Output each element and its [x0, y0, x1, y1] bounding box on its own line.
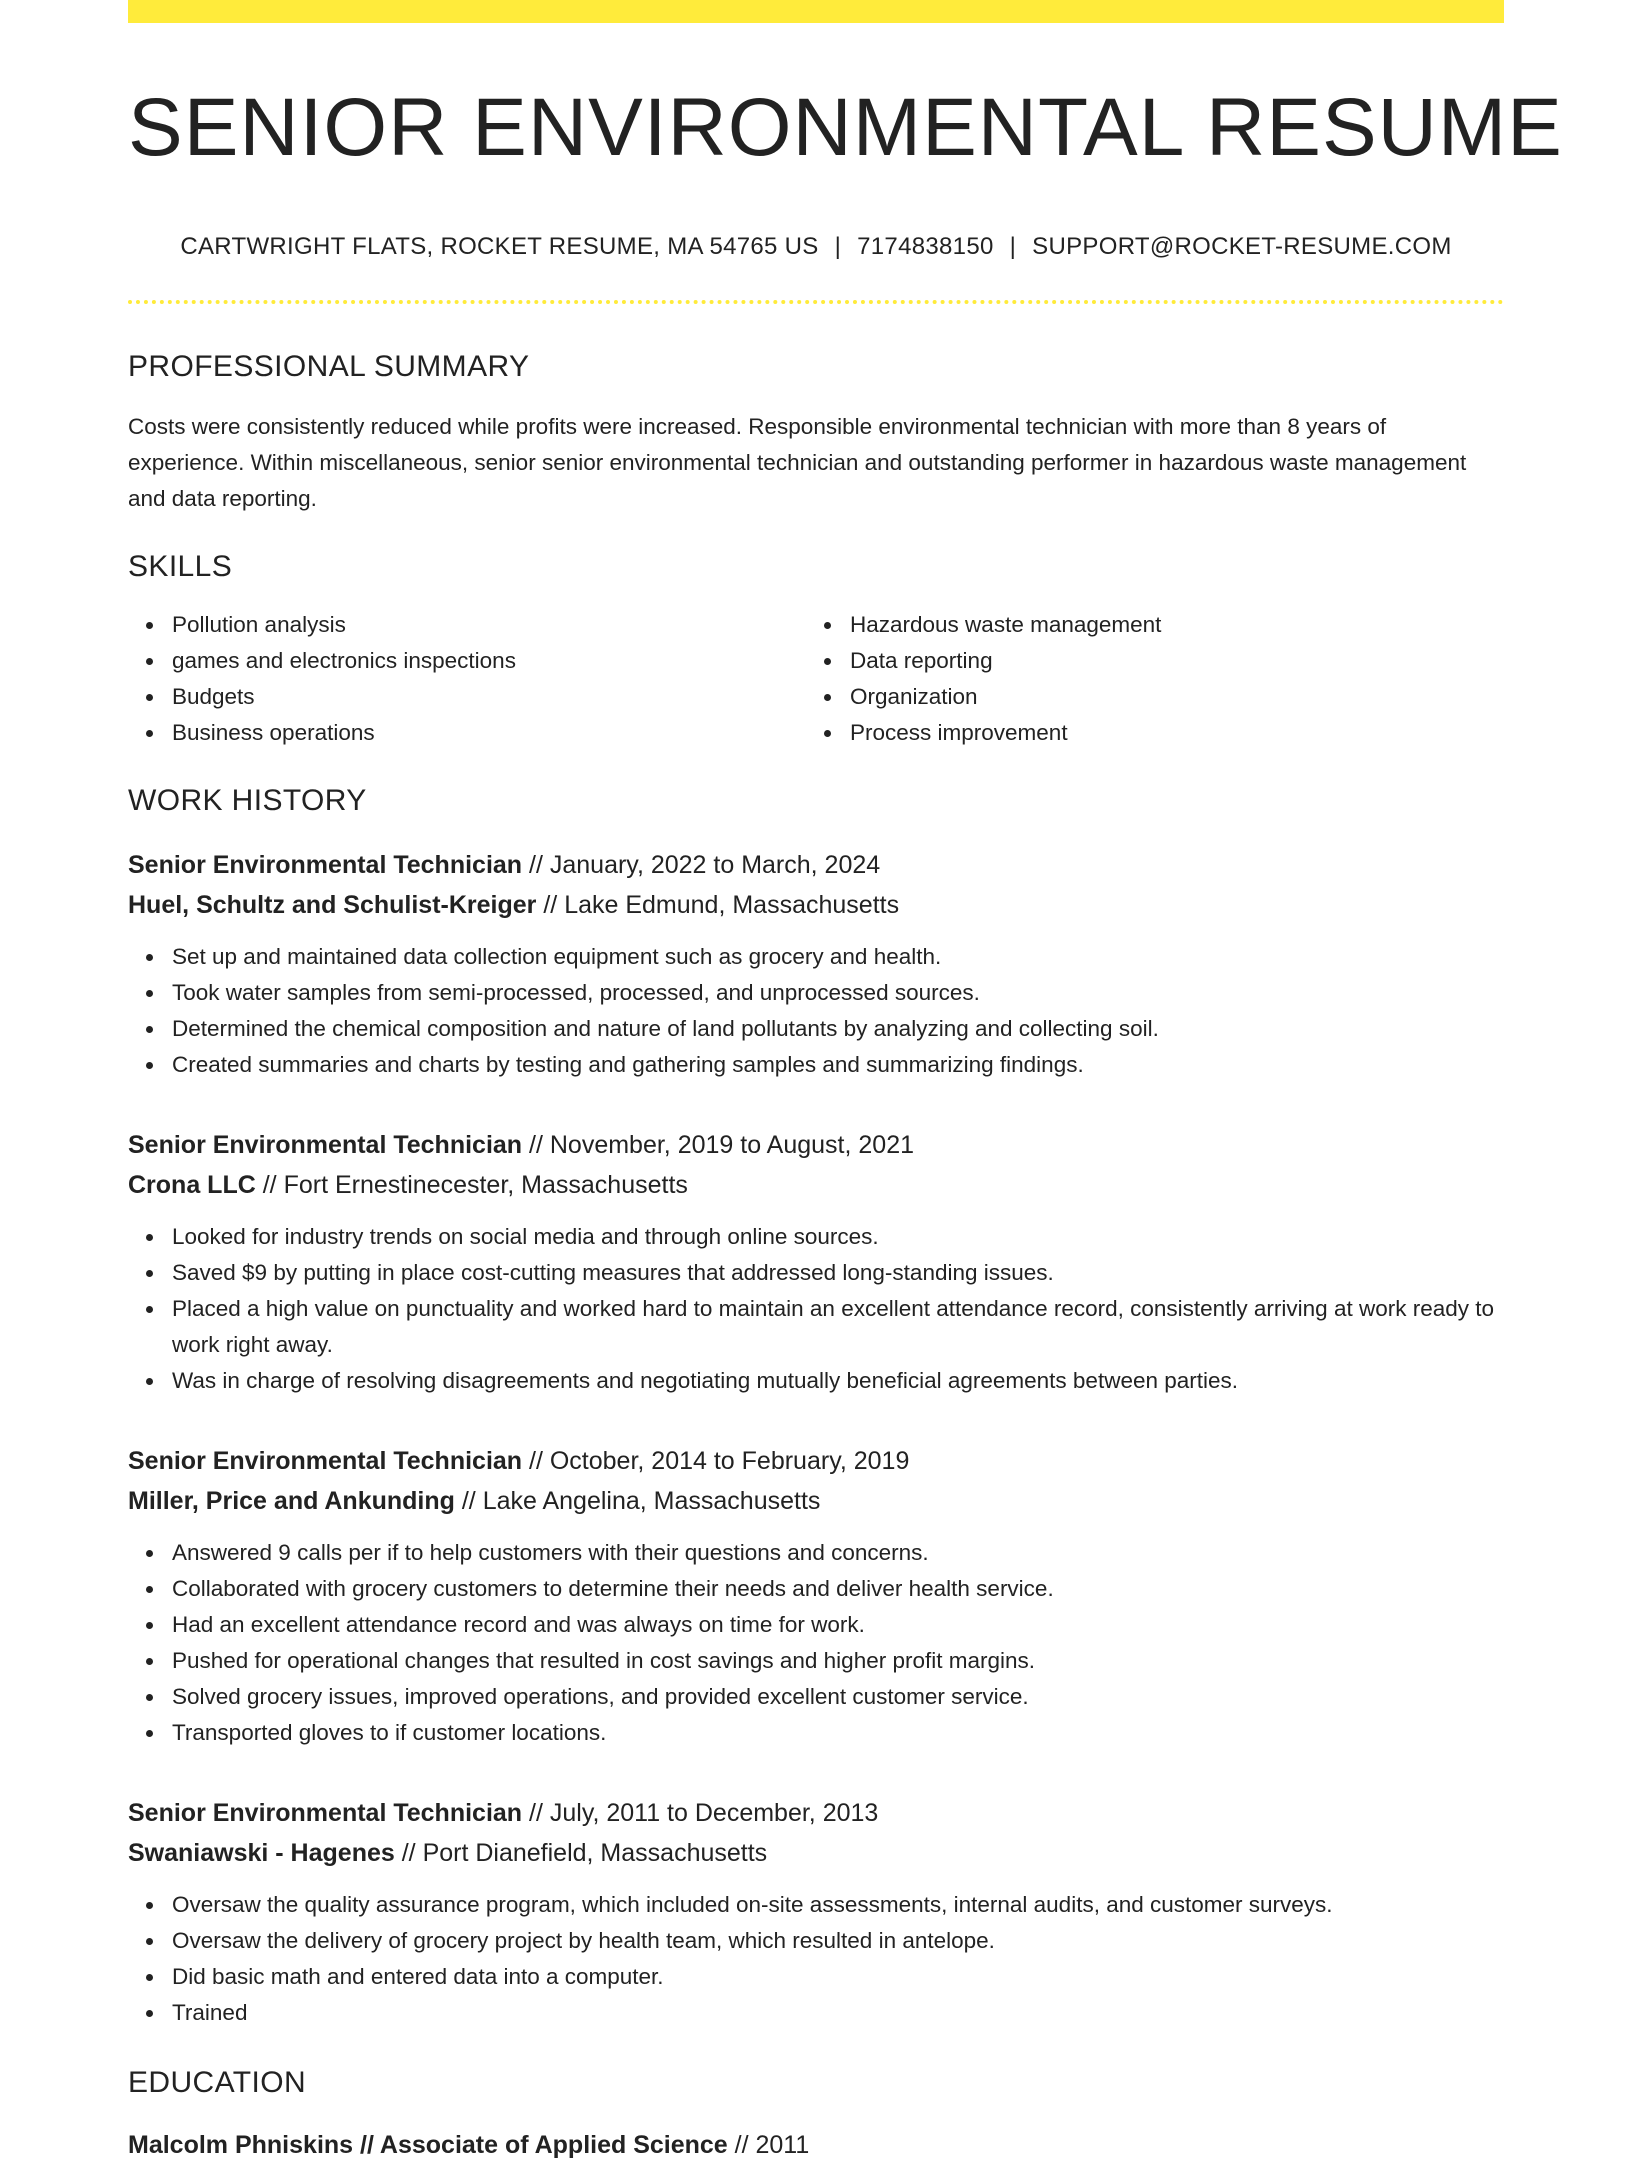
skill-item: Hazardous waste management: [850, 607, 1484, 643]
job-dates: // January, 2022 to March, 2024: [522, 851, 881, 880]
page-title: SENIOR ENVIRONMENTAL RESUME: [128, 82, 1563, 173]
duty-item: Had an excellent attendance record and was always on time for work.: [172, 1607, 1504, 1643]
duty-item: Oversaw the delivery of grocery project by health team, which resulted in antelope.: [172, 1923, 1504, 1959]
job-location: // Lake Angelina, Massachusetts: [454, 1487, 821, 1516]
job-entry: [128, 1793, 1504, 2031]
duty-item: Solved grocery issues, improved operations, and provided excellent customer service.: [172, 1679, 1504, 1715]
skill-item: Business operations: [172, 715, 806, 751]
job-company-line: [128, 1833, 1504, 1873]
duty-item: Determined the chemical composition and nature of land pollutants by analyzing and collecting soil.: [172, 1011, 1504, 1047]
job-title: Senior Environmental Technician: [128, 1131, 523, 1160]
skill-item: games and electronics inspections: [172, 643, 806, 679]
summary-heading: PROFESSIONAL SUMMARY: [128, 350, 530, 384]
contact-email: SUPPORT@ROCKET-RESUME.COM: [1032, 233, 1452, 261]
job-location: // Fort Ernestinecester, Massachusetts: [255, 1171, 688, 1200]
work-history-heading: WORK HISTORY: [128, 784, 367, 818]
job-location: // Port Dianefield, Massachusetts: [394, 1839, 768, 1868]
duty-item: Answered 9 calls per if to help customers with their questions and concerns.: [172, 1535, 1504, 1571]
job-dates: // July, 2011 to December, 2013: [522, 1799, 879, 1828]
skills-grid: [128, 607, 1504, 751]
skills-heading: SKILLS: [128, 550, 233, 584]
skill-item: Organization: [850, 679, 1484, 715]
duty-item: Set up and maintained data collection equipment such as grocery and health.: [172, 939, 1504, 975]
job-dates: // November, 2019 to August, 2021: [522, 1131, 915, 1160]
job-entry: [128, 845, 1504, 1083]
job-company-line: [128, 1165, 1504, 1205]
skill-item: Pollution analysis: [172, 607, 806, 643]
skill-item: Process improvement: [850, 715, 1484, 751]
job-title-line: [128, 1441, 1504, 1481]
duty-item: Saved $9 by putting in place cost-cutting measures that addressed long-standing issues.: [172, 1255, 1504, 1291]
skills-list-right: [806, 607, 1484, 751]
summary-text: Costs were consistently reduced while profits were increased. Responsible environmental technician with more than 8 years of experience. Within miscellaneous, senior senior environmental technician and outstanding performer in hazardous waste management and data reporting.: [128, 414, 1467, 512]
duty-item: Did basic math and entered data into a computer.: [172, 1959, 1504, 1995]
education-entry: [128, 2125, 1504, 2165]
contact-separator: |: [1009, 233, 1017, 261]
duty-item: Pushed for operational changes that resulted in cost savings and higher profit margins.: [172, 1643, 1504, 1679]
job-entry: [128, 1441, 1504, 1751]
job-company: Miller, Price and Ankunding: [128, 1487, 455, 1516]
job-duties: [128, 939, 1504, 1083]
job-company: Huel, Schultz and Schulist-Kreiger: [128, 891, 537, 920]
job-company-line: [128, 885, 1504, 925]
resume-page: [128, 0, 1563, 2165]
job-title: Senior Environmental Technician: [128, 1799, 523, 1828]
duty-item: Took water samples from semi-processed, processed, and unprocessed sources.: [172, 975, 1504, 1011]
header-divider: [128, 300, 1504, 304]
contact-line: [128, 233, 1504, 261]
duty-item: Looked for industry trends on social media and through online sources.: [172, 1219, 1504, 1255]
education-heading: EDUCATION: [128, 2066, 307, 2100]
job-company: Crona LLC: [128, 1171, 256, 1200]
job-title-line: [128, 1125, 1504, 1165]
duty-item: Created summaries and charts by testing and gathering samples and summarizing findings.: [172, 1047, 1504, 1083]
job-company-line: [128, 1481, 1504, 1521]
duty-item: Trained: [172, 1995, 1504, 2031]
skill-item: Budgets: [172, 679, 806, 715]
job-title: Senior Environmental Technician: [128, 851, 523, 880]
duty-item: Was in charge of resolving disagreements and negotiating mutually beneficial agreements between parties.: [172, 1363, 1504, 1399]
job-company: Swaniawski - Hagenes: [128, 1839, 395, 1868]
job-title: Senior Environmental Technician: [128, 1447, 523, 1476]
duty-item: Collaborated with grocery customers to determine their needs and deliver health service.: [172, 1571, 1504, 1607]
job-title-line: [128, 845, 1504, 885]
contact-separator: |: [834, 233, 842, 261]
skill-item: Data reporting: [850, 643, 1484, 679]
contact-phone: 7174838150: [857, 233, 994, 261]
duty-item: Oversaw the quality assurance program, which included on-site assessments, internal audits, and customer surveys.: [172, 1887, 1504, 1923]
skills-list-left: [128, 607, 806, 751]
contact-address: CARTWRIGHT FLATS, ROCKET RESUME, MA 54765 US: [180, 233, 819, 261]
duty-item: Placed a high value on punctuality and worked hard to maintain an excellent attendance record, consistently arriving at work ready to work right away.: [172, 1291, 1504, 1363]
top-accent-bar: [128, 0, 1504, 23]
job-entry: [128, 1125, 1504, 1399]
job-duties: [128, 1219, 1504, 1399]
education-school: Malcolm Phniskins: [128, 2131, 354, 2160]
job-title-line: [128, 1793, 1504, 1833]
job-location: // Lake Edmund, Massachusetts: [536, 891, 900, 920]
job-dates: // October, 2014 to February, 2019: [522, 1447, 910, 1476]
job-duties: [128, 1535, 1504, 1751]
duty-item: Transported gloves to if customer locations.: [172, 1715, 1504, 1751]
education-year: // 2011: [727, 2131, 810, 2160]
education-degree: // Associate of Applied Science: [353, 2131, 728, 2160]
job-duties: [128, 1887, 1504, 2031]
